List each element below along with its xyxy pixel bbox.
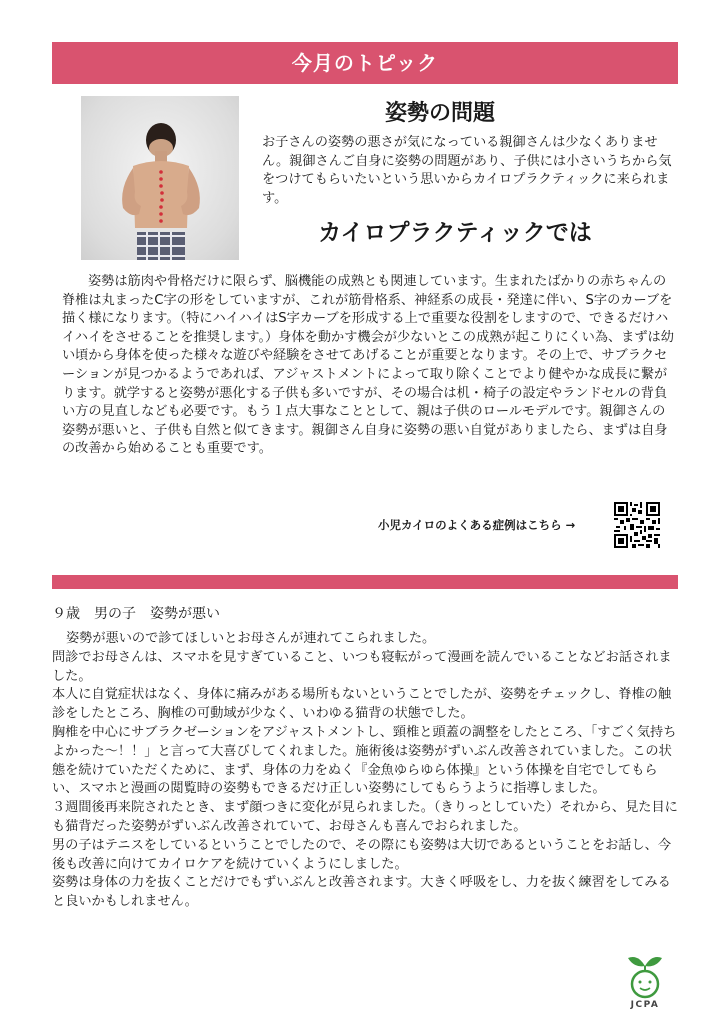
case-paragraph: 男の子はテニスをしているということでしたので、その際にも姿勢は大切であるということをお話し、今後も改善に向けてカイロケアを続けていくようにしました。 [52, 837, 672, 872]
section-divider [52, 575, 678, 589]
article-title: 姿勢の問題 [384, 101, 495, 126]
article-intro: お子さんの姿勢の悪さが気になっている親御さんは少なくありません。親御さんご自身に姿勢の問題があり、子供には小さいうちから気をつけてもらいたいという思いからカイロプラクティックに来られます。 [262, 135, 672, 206]
qr-code-icon[interactable] [614, 502, 660, 548]
topic-banner: 今月のトピック [52, 42, 678, 84]
case-paragraph: 姿勢が悪いので診てほしいとお母さんが連れてこられました。 [66, 631, 436, 646]
case-title: ９歳 男の子 姿勢が悪い [52, 606, 220, 622]
case-paragraph: 本人に自覚症状はなく、身体に痛みがある場所もないということでしたが、姿勢をチェックし、脊椎の触診をしたところ、胸椎の可動域が少なく、いわゆる猫背の状態でした。 [52, 687, 672, 722]
article-body: 姿勢は筋肉や骨格だけに限らず、脳機能の成熟とも関連しています。生まれたばかりの赤ちゃんの脊椎は丸まったC字の形をしていますが、これが筋骨格系、神経系の成長・発達に伴い、S字のカーブを描く様になります。（特にハイハイはS字カーブを形成する上で重要な役割をしますので、できるだけハイハイをさせることを推奨します。）身体を動かす機会が少ないとこの成熟が起こりにくい為、まずは幼い頃から身体を使った様々な遊びや経験をさせてあげることが重要となります。その上で、サブラクセーションが見つかるようであれば、アジャストメントによって取り除くことでより健やかな成長に繋がります。就学すると姿勢が悪化する子供も多いですが、その場合は机・椅子の設定やランドセルの背負い方の見直しなども必要です。もう１点大事なこととして、親は子供のロールモデルです。親御さんの姿勢が悪いと、子供も自然と似てきます。親御さん自身に姿勢の悪い自覚がありましたら、まずは自身の改善から始めることも重要です。 [62, 274, 674, 457]
child-back-spine-photo [81, 96, 239, 260]
case-paragraph: 姿勢は身体の力を抜くことだけでもずいぶんと改善されます。大きく呼吸をし、力を抜く練習をしてみると良いかもしれません。 [52, 875, 671, 910]
logo-text: JCPA [630, 1000, 660, 1010]
article-subtitle: カイロプラクティックでは [318, 220, 592, 246]
case-paragraph: 胸椎を中心にサブラクゼーションをアジャストメントし、頸椎と頭蓋の調整をしたところ、「すごく気持ちよかった〜！！」と言って大喜びしてくれました。施術後は姿勢がずいぶん改善されていました。この状態を続けていただくために、まず、身体の力をぬく『金魚ゆらゆら体操』という体操を自宅でしてもらい、スマホと漫画の閲覧時の姿勢もできるだけ正しい姿勢にしてもらうように指導しました。 [52, 724, 677, 797]
case-body [52, 630, 678, 912]
case-paragraph: 問診でお母さんは、スマホを見すぎていること、いつも寝転がって漫画を読んでいることなどお話されました。 [52, 649, 672, 684]
child-figure-illustration [81, 96, 239, 260]
case-examples-link[interactable]: 小児カイロのよくある症例はこちら → [378, 518, 576, 532]
case-paragraph: ３週間後再来院されたとき、まず顔つきに変化が見られました。（きりっとしていた）それから、見た目にも猫背だった姿勢がずいぶん改善されていて、お母さんも喜んでおられました。 [52, 800, 678, 834]
